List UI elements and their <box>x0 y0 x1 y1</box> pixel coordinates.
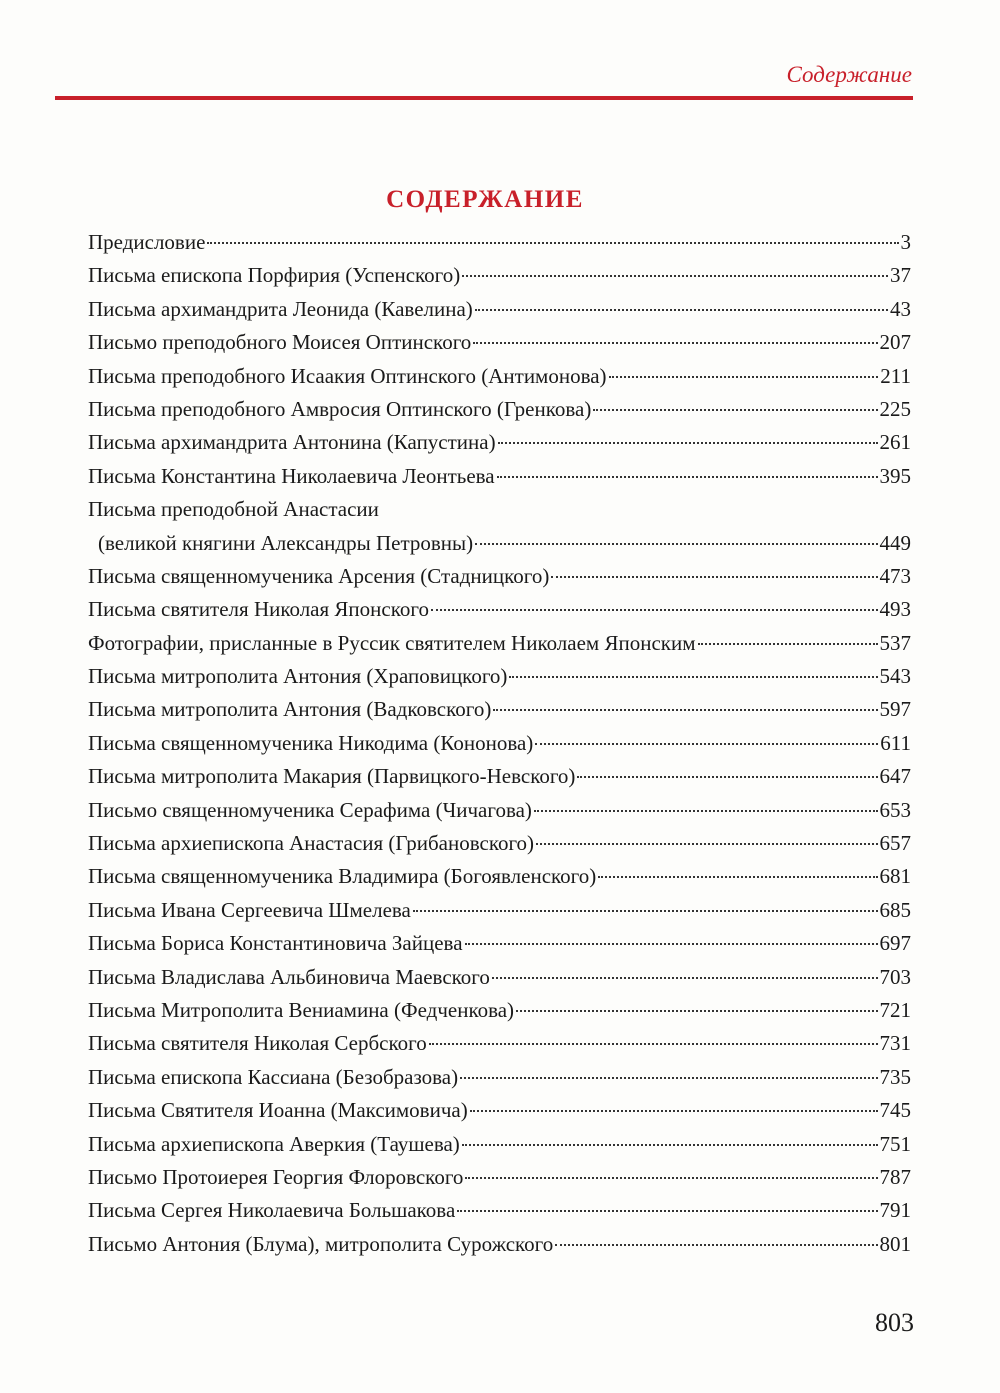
dot-leader <box>475 543 877 545</box>
toc-entry-title: Письма архимандрита Леонида (Кавелина) <box>88 296 473 321</box>
dot-leader <box>577 776 877 778</box>
toc-entry-title: Письма священномученика Никодима (Кононова) <box>88 730 534 755</box>
dot-leader <box>498 442 878 444</box>
dot-leader <box>509 676 877 678</box>
toc-entry-page: 37 <box>890 263 911 288</box>
header-rule <box>55 96 913 100</box>
dot-leader <box>460 1077 877 1079</box>
toc-entry-title: Письма священномученика Владимира (Богоявленского) <box>88 864 597 889</box>
toc-entry-page: 787 <box>879 1164 911 1189</box>
toc-entry[interactable] <box>88 259 911 292</box>
toc-entry-page: 395 <box>879 463 911 488</box>
toc-entry-page: 653 <box>879 797 911 822</box>
toc-entry-page: 543 <box>879 664 911 689</box>
toc-title: СОДЕРЖАНИЕ <box>386 186 584 213</box>
toc-entry-page: 685 <box>879 897 911 922</box>
toc-entry-title: Письма епископа Кассиана (Безобразова) <box>88 1064 459 1089</box>
toc-entry-page: 225 <box>879 396 911 421</box>
toc-entry[interactable] <box>88 1161 911 1194</box>
toc-entry[interactable] <box>88 1194 911 1227</box>
toc-entry[interactable] <box>88 794 911 827</box>
dot-leader <box>475 309 888 311</box>
toc-entry-title: Письмо преподобного Моисея Оптинского <box>88 330 472 355</box>
dot-leader <box>470 1110 878 1112</box>
toc-entry-title: Письма преподобного Исаакия Оптинского (Антимонова) <box>88 363 607 388</box>
dot-leader <box>593 409 877 411</box>
dot-leader <box>598 876 877 878</box>
toc-entry[interactable] <box>88 1228 911 1261</box>
toc-entry-page: 3 <box>900 230 911 254</box>
toc-entry-title: Предисловие <box>88 230 206 254</box>
dot-leader <box>429 1043 878 1045</box>
dot-leader <box>492 977 878 979</box>
dot-leader <box>473 342 877 344</box>
dot-leader <box>516 1010 877 1012</box>
toc-entry-title: Письма Святителя Иоанна (Максимовича) <box>88 1098 468 1123</box>
toc-entry-title: (великой княгини Александры Петровны) <box>98 530 474 555</box>
toc-entry[interactable] <box>88 360 911 393</box>
toc-entry[interactable] <box>88 894 911 927</box>
toc-entry-title: Фотографии, присланные в Руссик святителем Николаем Японским <box>88 630 696 655</box>
toc-entry[interactable] <box>88 927 911 960</box>
dot-leader <box>413 910 878 912</box>
toc-entry[interactable] <box>88 326 911 359</box>
toc-entry-title: Письма преподобной Анастасии <box>88 497 379 522</box>
toc-entry[interactable] <box>88 460 911 493</box>
toc-entry-title: Письма Ивана Сергеевича Шмелева <box>88 897 411 922</box>
toc-entry[interactable] <box>88 727 911 760</box>
toc-entry-title: Письма Митрополита Вениамина (Федченкова) <box>88 997 515 1022</box>
toc-entry-page: 751 <box>879 1131 911 1156</box>
toc-entry-page: 731 <box>879 1031 911 1056</box>
toc-entry-title: Письма архиепископа Анастасия (Грибановского) <box>88 831 535 856</box>
toc-entry[interactable] <box>88 1094 911 1127</box>
dot-leader <box>462 1144 878 1146</box>
toc-entry-title: Письма митрополита Антония (Храповицкого) <box>88 664 508 689</box>
dot-leader <box>535 743 878 745</box>
toc-entry-title: Письма епископа Порфирия (Успенского) <box>88 263 461 288</box>
toc-entry-page: 261 <box>879 430 911 455</box>
toc-entry-page: 745 <box>879 1098 911 1123</box>
toc-entry-page: 735 <box>879 1064 911 1089</box>
dot-leader <box>609 376 879 378</box>
toc-entry[interactable] <box>88 560 911 593</box>
running-head: Содержание <box>786 62 912 87</box>
toc-entry[interactable] <box>88 827 911 860</box>
toc-entry-page: 657 <box>879 831 911 856</box>
toc-entry-page: 597 <box>879 697 911 722</box>
dot-leader <box>698 643 878 645</box>
toc-entry-title: Письма святителя Николая Японского <box>88 597 429 622</box>
toc-entry-page: 611 <box>880 730 911 755</box>
toc-entry-title: Письма архиепископа Аверкия (Таушева) <box>88 1131 460 1156</box>
toc-entry[interactable] <box>88 760 911 793</box>
toc-entry[interactable] <box>88 1027 911 1060</box>
toc-entry-title: Письма святителя Николая Сербского <box>88 1031 427 1056</box>
toc-entry[interactable] <box>88 693 911 726</box>
toc-entry-title: Письма архимандрита Антонина (Капустина) <box>88 430 496 455</box>
toc-entry-page: 647 <box>879 764 911 789</box>
toc-entry[interactable] <box>88 860 911 893</box>
toc-entry-page: 681 <box>879 864 911 889</box>
dot-leader <box>551 576 877 578</box>
toc-entry-title: Письма Бориса Константиновича Зайцева <box>88 931 463 956</box>
toc-entry-title: Письма священномученика Арсения (Стадницкого) <box>88 563 550 588</box>
toc-entry[interactable] <box>88 627 911 660</box>
dot-leader <box>493 709 877 711</box>
dot-leader <box>457 1210 877 1212</box>
toc-entry-page: 473 <box>879 563 911 588</box>
toc-entry-page: 537 <box>879 630 911 655</box>
dot-leader <box>536 843 877 845</box>
toc-entry-page: 207 <box>879 330 911 355</box>
toc-entry-page: 791 <box>879 1198 911 1223</box>
dot-leader <box>555 1244 877 1246</box>
toc-entry[interactable] <box>88 426 911 459</box>
toc-entry[interactable] <box>88 660 911 693</box>
toc-entry-title: Письмо священномученика Серафима (Чичагова) <box>88 797 532 822</box>
dot-leader <box>534 810 878 812</box>
toc-entry[interactable] <box>88 493 911 560</box>
dot-leader <box>207 242 898 244</box>
toc-entry-title: Письмо Антония (Блума), митрополита Сурожского <box>88 1231 554 1256</box>
toc-entry[interactable] <box>88 393 911 426</box>
toc-entry[interactable] <box>88 994 911 1027</box>
page-number: 803 <box>875 1308 914 1337</box>
toc-entry-title: Письма преподобного Амвросия Оптинского (Гренкова) <box>88 396 592 421</box>
toc-entry-title: Письма Сергея Николаевича Большакова <box>88 1198 456 1223</box>
toc-entry-page: 493 <box>879 597 911 622</box>
toc-entry[interactable] <box>88 961 911 994</box>
toc-entry[interactable] <box>88 293 911 326</box>
dot-leader <box>462 275 888 277</box>
toc-entry-page: 211 <box>880 363 911 388</box>
toc-entry-title: Письма митрополита Антония (Вадковского) <box>88 697 492 722</box>
toc-entry-page: 449 <box>879 530 911 555</box>
dot-leader <box>465 1177 877 1179</box>
toc-entry-title: Письма Константина Николаевича Леонтьева <box>88 463 495 488</box>
toc-entry-title: Письма Владислава Альбиновича Маевского <box>88 964 490 989</box>
table-of-contents <box>88 226 911 1261</box>
dot-leader <box>431 609 878 611</box>
toc-entry-page: 43 <box>890 296 911 321</box>
toc-entry-page: 703 <box>879 964 911 989</box>
toc-entry[interactable] <box>88 593 911 626</box>
toc-entry[interactable] <box>88 1061 911 1094</box>
toc-entry-title: Письма митрополита Макария (Парвицкого-Невского) <box>88 764 576 789</box>
toc-entry-page: 721 <box>879 997 911 1022</box>
toc-entry[interactable] <box>88 1128 911 1161</box>
toc-entry-page: 697 <box>879 931 911 956</box>
dot-leader <box>497 476 878 478</box>
toc-entry[interactable] <box>88 226 911 259</box>
toc-entry-page: 801 <box>879 1231 911 1256</box>
toc-entry-title: Письмо Протоиерея Георгия Флоровского <box>88 1164 464 1189</box>
dot-leader <box>465 943 878 945</box>
